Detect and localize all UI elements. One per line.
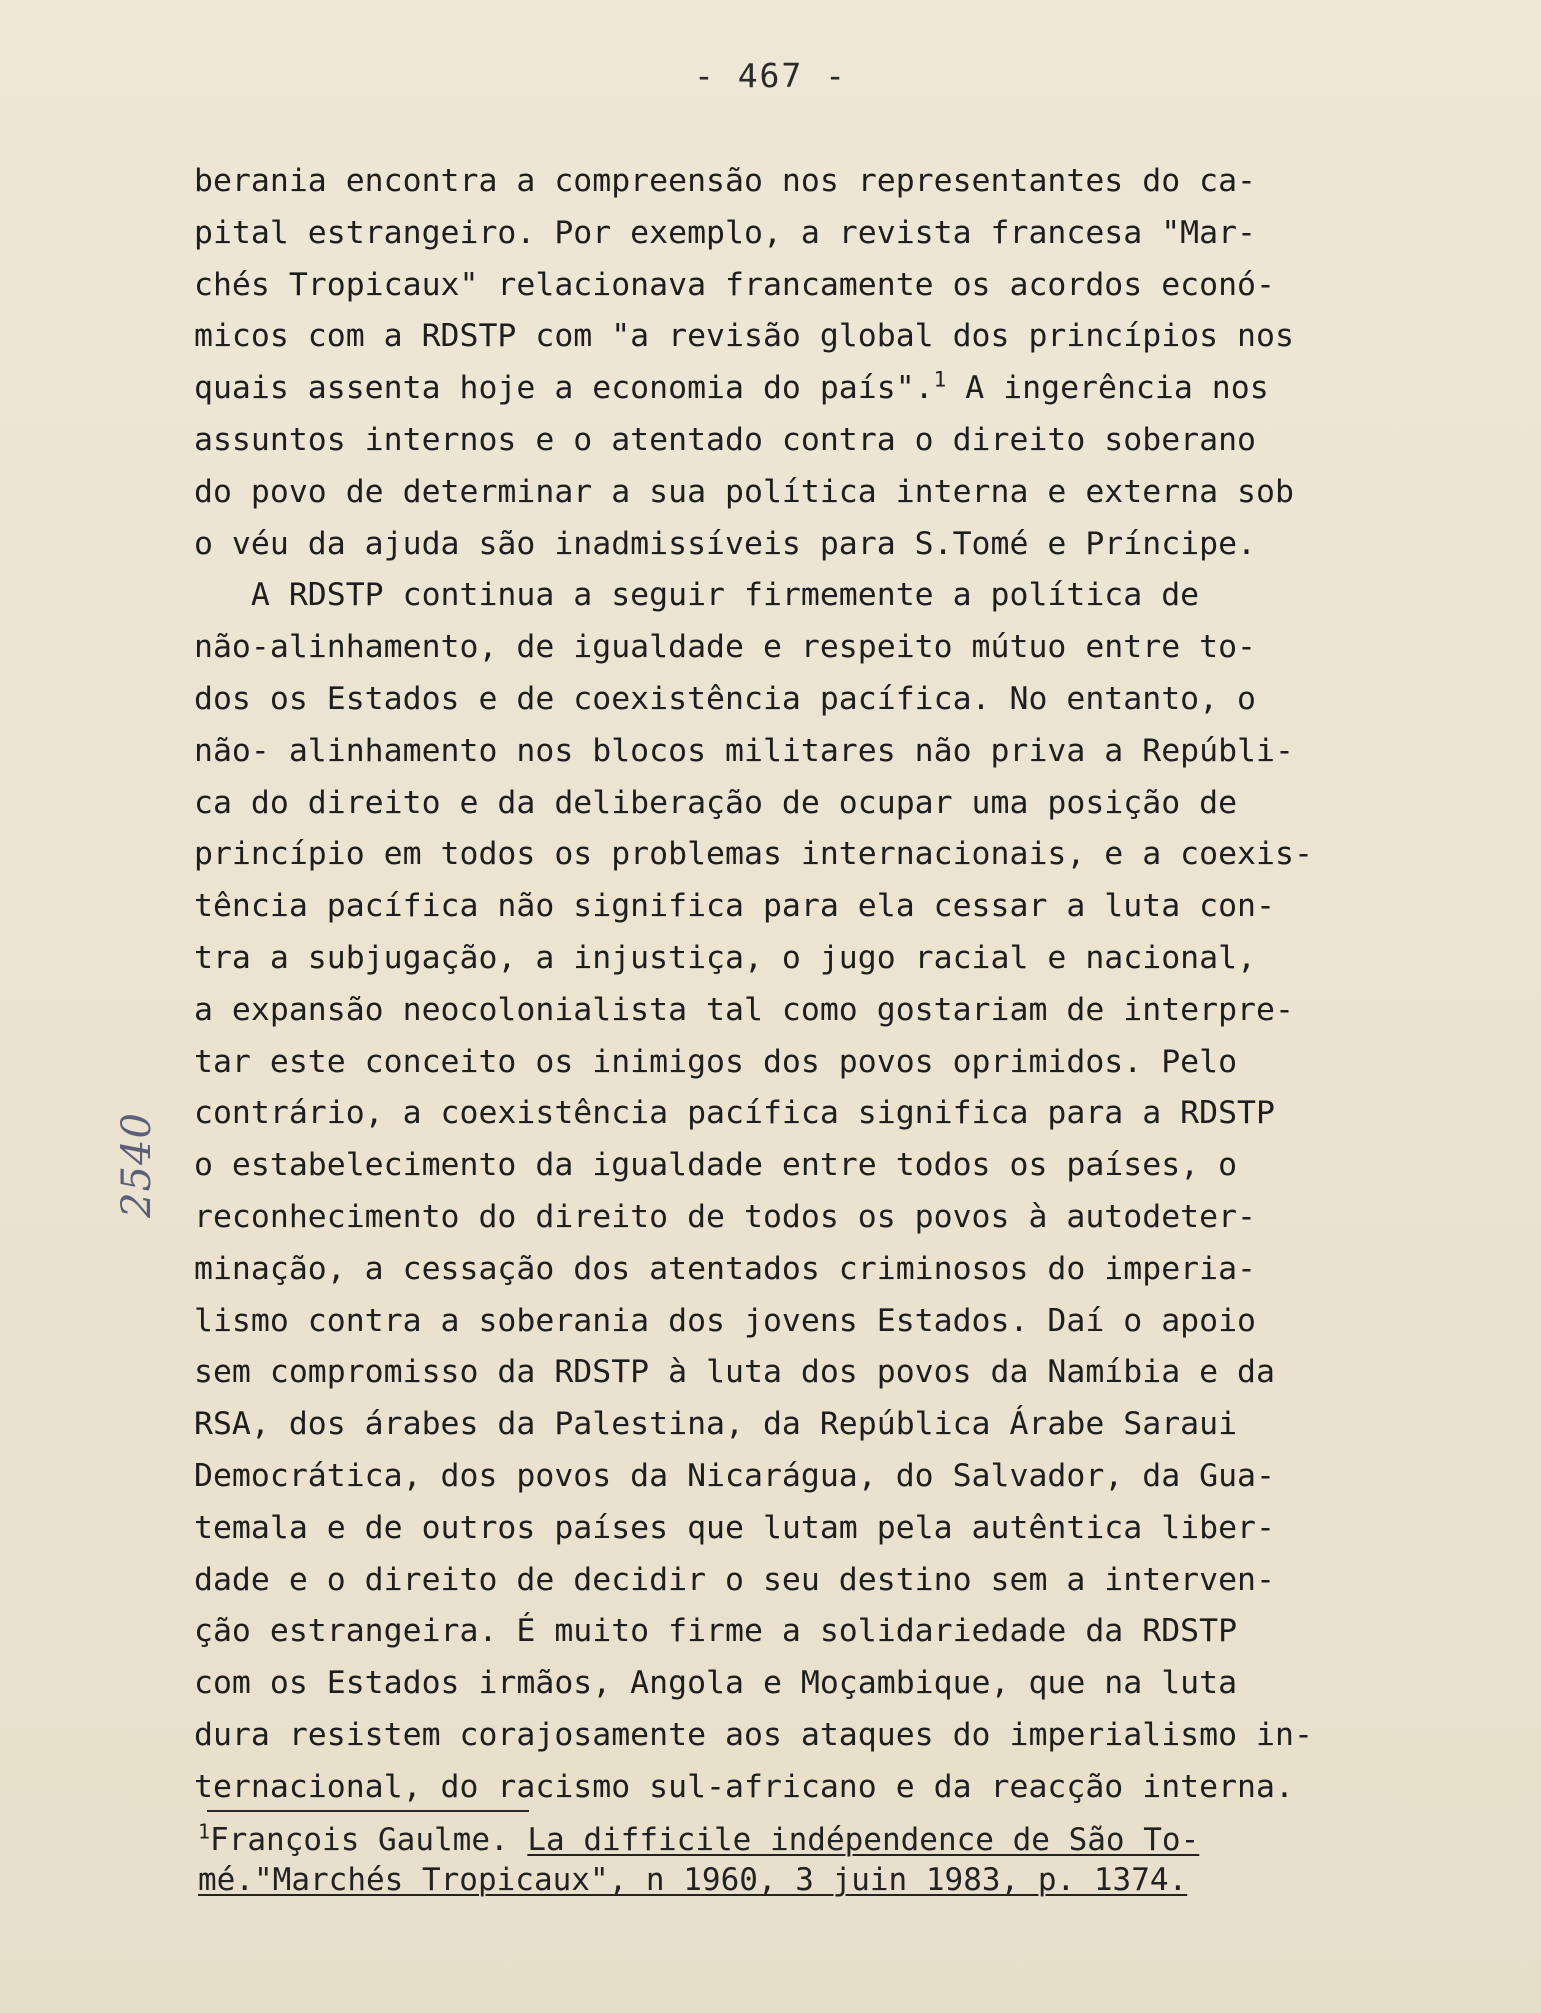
body-line: reconhecimento do direito de todos os povos à autodeter-: [194, 1198, 1257, 1235]
body-line: tência pacífica não significa para ela cessar a luta con-: [194, 888, 1275, 925]
body-line: dura resistem corajosamente aos ataques do imperialismo in-: [194, 1716, 1313, 1753]
body-line: assuntos internos e o atentado contra o direito soberano: [194, 421, 1257, 458]
body-line: minação, a cessação dos atentados criminosos do imperia-: [194, 1250, 1257, 1287]
footnote-marker: 1: [198, 1819, 211, 1844]
footnote-title-continuation: mé.: [198, 1862, 254, 1898]
footnote-line: [198, 1860, 1488, 1900]
handwritten-margin-note: 2540: [114, 1112, 160, 1218]
body-line: lismo contra a soberania dos jovens Estados. Daí o apoio: [194, 1302, 1257, 1339]
body-line-continuation: A ingerência nos: [946, 370, 1269, 407]
body-line: chés Tropicaux" relacionava francamente os acordos econó-: [194, 266, 1275, 303]
footnote-reference: 1: [933, 367, 947, 392]
body-line: o véu da ajuda são inadmissíveis para S.Tomé e Príncipe.: [194, 525, 1257, 562]
body-line: com os Estados irmãos, Angola e Moçambique, que na luta: [194, 1665, 1238, 1702]
body-line: a expansão neocolonialista tal como gostariam de interpre-: [194, 991, 1294, 1028]
body-line: do povo de determinar a sua política interna e externa sob: [194, 473, 1294, 510]
body-line-text: quais assenta hoje a economia do país".: [194, 370, 934, 407]
body-line: sem compromisso da RDSTP à luta dos povos da Namíbia e da: [194, 1354, 1275, 1391]
footnote-title: La difficile indépendence de São To-: [527, 1822, 1200, 1858]
footnote: [198, 1820, 1488, 1900]
body-line: ção estrangeira. É muito firme a solidariedade da RDSTP: [194, 1613, 1238, 1650]
body-line: tra a subjugação, a injustiça, o jugo racial e nacional,: [194, 939, 1257, 976]
footnote-source: "Marchés Tropicaux", n 1960, 3 juin 1983, p. 1374.: [254, 1862, 1188, 1898]
body-line: princípio em todos os problemas internacionais, e a coexis-: [194, 836, 1313, 873]
body-line: Democrática, dos povos da Nicarágua, do Salvador, da Gua-: [194, 1457, 1275, 1494]
footnote-line: [198, 1820, 1488, 1860]
body-line: o estabelecimento da igualdade entre todos os países, o: [194, 1147, 1238, 1184]
body-line: não-alinhamento, de igualdade e respeito mútuo entre to-: [194, 629, 1257, 666]
body-line: ca do direito e da deliberação de ocupar uma posição de: [194, 784, 1238, 821]
body-line: RSA, dos árabes da Palestina, da República Árabe Saraui: [194, 1406, 1238, 1443]
body-line: não- alinhamento nos blocos militares não priva a Repúbli-: [194, 732, 1294, 769]
paragraph-start-line: A RDSTP continua a seguir firmemente a política de: [194, 577, 1200, 614]
body-line-with-footnote-ref: [194, 363, 1484, 415]
body-text: [194, 156, 1484, 1814]
body-line: ternacional, do racismo sul-africano e da reacção interna.: [194, 1768, 1294, 1805]
page-number: - 467 -: [693, 56, 848, 95]
footnote-divider: [207, 1810, 529, 1812]
body-line: dade e o direito de decidir o seu destino sem a interven-: [194, 1561, 1275, 1598]
footnote-author: François Gaulme.: [210, 1822, 509, 1858]
body-line: micos com a RDSTP com "a revisão global dos princípios nos: [194, 318, 1294, 355]
body-line: dos os Estados e de coexistência pacífica. No entanto, o: [194, 680, 1257, 717]
body-line: tar este conceito os inimigos dos povos oprimidos. Pelo: [194, 1043, 1238, 1080]
body-line: contrário, a coexistência pacífica significa para a RDSTP: [194, 1095, 1275, 1132]
body-line: berania encontra a compreensão nos representantes do ca-: [194, 163, 1257, 199]
body-line: pital estrangeiro. Por exemplo, a revista francesa "Mar-: [194, 214, 1257, 251]
body-line: temala e de outros países que lutam pela autêntica liber-: [194, 1509, 1275, 1546]
